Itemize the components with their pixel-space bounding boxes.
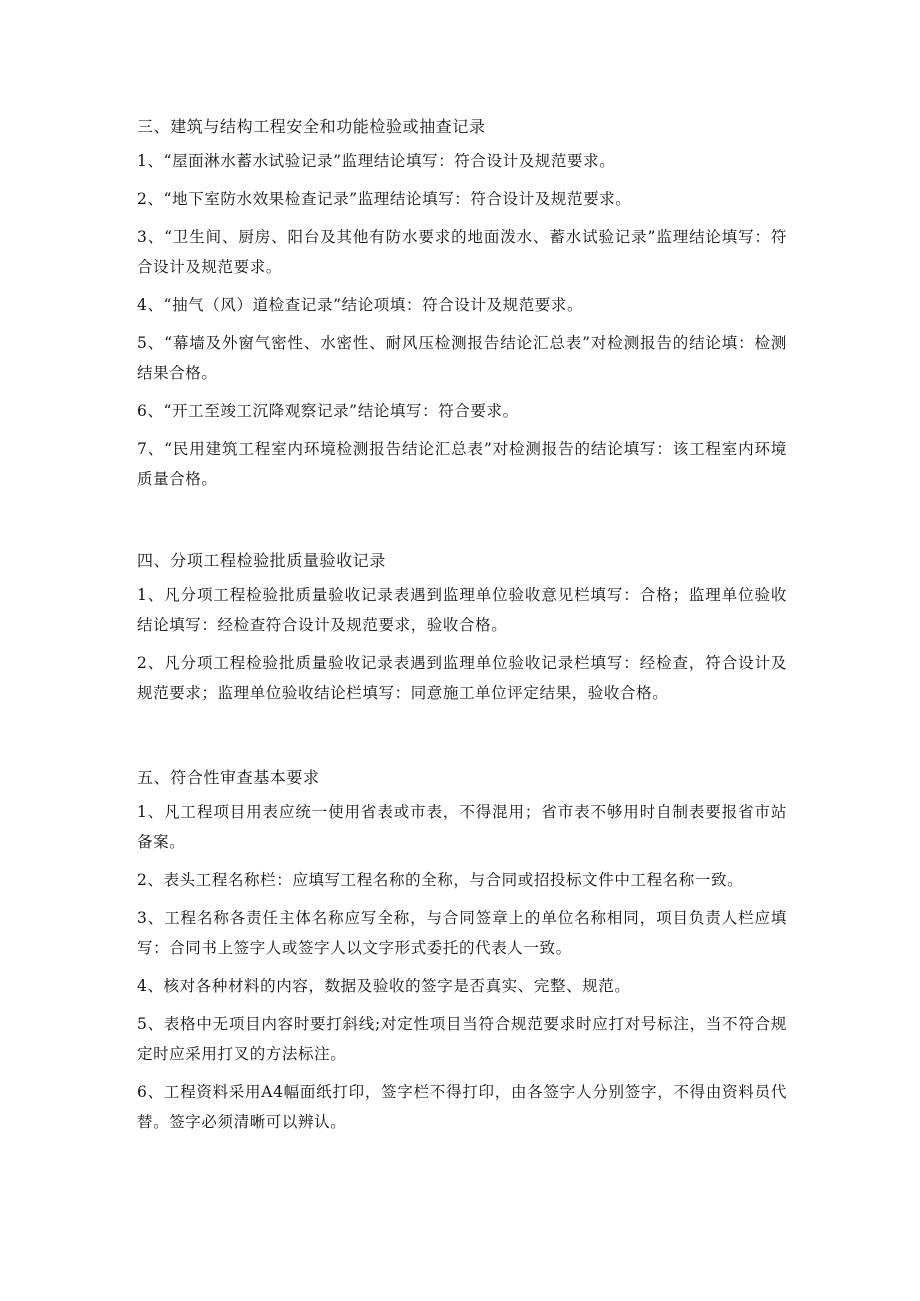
list-item: 1、凡分项工程检验批质量验收记录表遇到监理单位验收意见栏填写：合格；监理单位验收结论填写：经检查符合设计及规范要求，验收合格。	[137, 586, 787, 634]
list-item: 4、核对各种材料的内容，数据及验收的签字是否真实、完整、规范。	[137, 977, 631, 995]
list-item: 1、凡工程项目用表应统一使用省表或市表，不得混用；省市表不够用时自制表要报省市站备案。	[137, 803, 787, 851]
list-item: 3、工程名称各责任主体名称应写全称，与合同签章上的单位名称相同，项目负责人栏应填写：合同书上签字人或签字人以文字形式委托的代表人一致。	[137, 909, 787, 957]
list-item: 3、“卫生间、厨房、阳台及其他有防水要求的地面泼水、蓄水试验记录”监理结论填写：符合设计及规范要求。	[137, 228, 787, 276]
section-inspection-lot-acceptance	[137, 547, 787, 716]
list-item: 5、“幕墙及外窗气密性、水密性、耐风压检测报告结论汇总表”对检测报告的结论填：检测结果合格。	[137, 334, 787, 382]
section-heading: 四、分项工程检验批质量验收记录	[137, 551, 387, 570]
list-item: 7、“民用建筑工程室内环境检测报告结论汇总表”对检测报告的结论填写：该工程室内环境质量合格。	[137, 440, 787, 488]
section-safety-function-records	[137, 113, 787, 502]
list-item: 2、“地下室防水效果检查记录”监理结论填写：符合设计及规范要求。	[137, 190, 632, 208]
list-item: 6、工程资料采用A4幅面纸打印，签字栏不得打印，由各签字人分别签字，不得由资料员代替。签字必须清晰可以辨认。	[137, 1083, 787, 1131]
section-heading: 五、符合性审查基本要求	[137, 768, 320, 787]
list-item: 1、“屋面淋水蓄水试验记录”监理结论填写：符合设计及规范要求。	[137, 152, 616, 170]
section-heading: 三、建筑与结构工程安全和功能检验或抽查记录	[137, 117, 486, 136]
section-conformity-review	[137, 764, 787, 1145]
list-item: 2、表头工程名称栏：应填写工程名称的全称，与合同或招投标文件中工程名称一致。	[137, 871, 744, 889]
list-item: 4、“抽气（风）道检查记录”结论项填：符合设计及规范要求。	[137, 296, 584, 314]
list-item: 2、凡分项工程检验批质量验收记录表遇到监理单位验收记录栏填写：经检查，符合设计及规范要求；监理单位验收结论栏填写：同意施工单位评定结果，验收合格。	[137, 654, 787, 702]
list-item: 6、“开工至竣工沉降观察记录”结论填写：符合要求。	[137, 402, 519, 420]
list-item: 5、表格中无项目内容时要打斜线;对定性项目当符合规范要求时应打对号标注，当不符合规定时应采用打叉的方法标注。	[137, 1015, 787, 1063]
